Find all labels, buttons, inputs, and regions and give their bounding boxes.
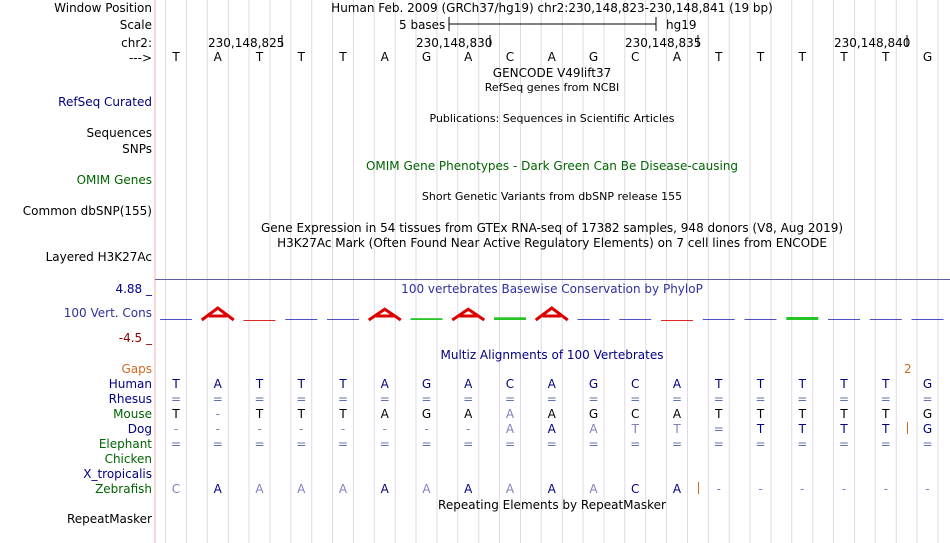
reference-base: G <box>421 50 432 64</box>
species-label-human[interactable]: Human <box>108 377 152 391</box>
position-tick-1: 230,148,825 <box>208 36 285 50</box>
aligned-base: A <box>672 482 682 496</box>
aligned-base: = <box>630 437 641 451</box>
aligned-base: G <box>588 407 599 421</box>
h3k27ac-track-desc: H3K27Ac Mark (Often Found Near Active Regulatory Elements) on 7 cell lines from ENCODE <box>277 236 827 250</box>
aligned-base: T <box>798 422 806 436</box>
phylop-bar <box>912 319 944 320</box>
aligned-base: = <box>671 392 683 406</box>
common-dbsnp-label[interactable]: Common dbSNP(155) <box>22 204 152 218</box>
aligned-base: = <box>588 437 599 451</box>
phylop-bar <box>745 319 777 320</box>
aligned-base: T <box>756 377 765 391</box>
reference-base: T <box>339 50 347 64</box>
aligned-base: - <box>716 482 721 496</box>
aligned-base: = <box>463 437 474 451</box>
position-tick-4: 230,148,840 <box>834 36 911 50</box>
species-label-mouse[interactable]: Mouse <box>113 407 152 421</box>
species-label-dog[interactable]: Dog <box>127 422 152 436</box>
aligned-base: G <box>588 377 599 391</box>
reference-base: T <box>882 50 890 64</box>
aligned-base: T <box>840 407 848 421</box>
window-position-value[interactable]: Human Feb. 2009 (GRCh37/hg19) chr2:230,148,823-230,148,841 (19 bp) <box>331 1 773 15</box>
aligned-base: = <box>797 437 808 451</box>
aligned-base: - <box>424 422 429 436</box>
aligned-base: = <box>212 437 223 451</box>
aligned-base: = <box>922 437 933 451</box>
aligned-base: A <box>505 407 515 421</box>
omim-genes-label[interactable]: OMIM Genes <box>76 173 152 187</box>
aligned-base: C <box>631 482 640 496</box>
aligned-base: = <box>296 437 307 451</box>
aligned-base: T <box>631 422 639 436</box>
insertion-marker <box>907 422 908 434</box>
aligned-base: A <box>338 482 348 496</box>
aligned-base: A <box>505 422 515 436</box>
aligned-base: A <box>672 407 682 421</box>
aligned-base: G <box>922 422 933 436</box>
aligned-base: - <box>800 482 805 496</box>
aligned-base: = <box>421 437 432 451</box>
phylop-bar <box>327 319 359 320</box>
aligned-base: = <box>630 392 641 406</box>
phylop-bar <box>160 319 192 320</box>
aligned-base: T <box>715 377 723 391</box>
aligned-base: A <box>255 482 264 496</box>
aligned-base: G <box>421 377 432 391</box>
multiz-track-desc: Multiz Alignments of 100 Vertebrates <box>440 348 664 362</box>
aligned-base: C <box>631 377 640 391</box>
refseq-curated-label[interactable]: RefSeq Curated <box>58 95 152 109</box>
reference-base: T <box>798 50 806 64</box>
aligned-base: A <box>547 407 556 421</box>
aligned-base: = <box>880 392 891 406</box>
aligned-base: T <box>339 377 347 391</box>
scale-db: hg19 <box>666 18 697 32</box>
species-label-rhesus[interactable]: Rhesus <box>108 392 152 406</box>
phylop-bar <box>369 309 401 320</box>
window-position-label: Window Position <box>54 1 152 15</box>
reference-base: A <box>464 50 473 64</box>
phylop-bar <box>870 319 902 320</box>
aligned-base: T <box>172 377 180 391</box>
reference-base: T <box>840 50 848 64</box>
phylop-bar <box>244 320 276 321</box>
aligned-base: = <box>170 437 182 451</box>
reference-base: T <box>172 50 180 64</box>
aligned-base: = <box>671 437 683 451</box>
reference-base: C <box>631 50 640 64</box>
aligned-base: = <box>296 392 307 406</box>
aligned-base: A <box>464 377 473 391</box>
aligned-base: - <box>382 422 387 436</box>
aligned-base: C <box>171 482 181 496</box>
aligned-base: = <box>421 392 432 406</box>
aligned-base: C <box>505 377 515 391</box>
phylop-bar <box>202 308 234 320</box>
omim-track-desc: OMIM Gene Phenotypes - Dark Green Can Be Disease-causing <box>365 159 739 173</box>
aligned-base: = <box>588 392 599 406</box>
aligned-base: = <box>170 392 182 406</box>
aligned-base: = <box>922 392 933 406</box>
aligned-base: A <box>464 407 473 421</box>
aligned-base: A <box>547 482 556 496</box>
aligned-base: A <box>464 482 473 496</box>
aligned-base: C <box>631 407 640 421</box>
aligned-base: = <box>546 437 557 451</box>
aligned-base: T <box>798 407 806 421</box>
phylop-track-desc: 100 vertebrates Basewise Conservation by PhyloP <box>401 282 703 296</box>
aligned-base: T <box>297 407 305 421</box>
aligned-base: - <box>215 407 220 421</box>
aligned-base: A <box>422 482 431 496</box>
phylop-bar <box>703 319 735 320</box>
aligned-base: A <box>380 377 389 391</box>
aligned-base: - <box>215 422 220 436</box>
aligned-base: = <box>755 437 766 451</box>
aligned-base: = <box>337 437 349 451</box>
aligned-base: A <box>380 407 389 421</box>
aligned-base: = <box>504 437 516 451</box>
aligned-base: A <box>589 482 598 496</box>
aligned-base: G <box>922 407 933 421</box>
phylop-bar <box>578 319 610 320</box>
reference-base: T <box>715 50 723 64</box>
aligned-base: A <box>297 482 306 496</box>
aligned-base: A <box>213 377 222 391</box>
aligned-base: T <box>172 407 180 421</box>
reference-base: T <box>756 50 765 64</box>
aligned-base: = <box>713 392 724 406</box>
gaps-value: 2 <box>904 362 912 376</box>
reference-base: G <box>922 50 933 64</box>
aligned-base: - <box>925 482 930 496</box>
reference-base: G <box>588 50 599 64</box>
snps-label[interactable]: SNPs <box>122 142 152 156</box>
aligned-base: = <box>254 437 265 451</box>
reference-base: T <box>255 50 264 64</box>
aligned-base: = <box>838 437 850 451</box>
aligned-base: = <box>713 422 724 436</box>
aligned-base: - <box>883 482 888 496</box>
refseq-track-desc: RefSeq genes from NCBI <box>484 81 620 94</box>
species-label-x-tropicalis[interactable]: X_tropicalis <box>83 467 152 481</box>
phylop-bar <box>494 317 526 320</box>
aligned-base: A <box>672 377 682 391</box>
aligned-base: = <box>797 392 808 406</box>
aligned-base: T <box>297 377 305 391</box>
aligned-base: A <box>213 482 222 496</box>
cons-max-label: 4.88 _ <box>115 282 152 296</box>
phylop-bar <box>661 320 693 321</box>
aligned-base: G <box>421 407 432 421</box>
insertion-marker <box>698 482 699 494</box>
aligned-base: T <box>715 407 723 421</box>
position-tick-3: 230,148,835 <box>625 36 702 50</box>
aligned-base: T <box>339 407 347 421</box>
cons-min-label: -4.5 _ <box>118 331 152 345</box>
aligned-base: - <box>841 482 847 496</box>
gencode-track-title[interactable]: GENCODE V49lift37 <box>492 66 612 80</box>
aligned-base: A <box>505 482 515 496</box>
aligned-base: T <box>756 407 765 421</box>
aligned-base: = <box>880 437 891 451</box>
aligned-base: = <box>379 392 390 406</box>
phylop-bar <box>411 318 443 320</box>
aligned-base: - <box>340 422 346 436</box>
aligned-base: G <box>922 377 933 391</box>
aligned-base: T <box>756 422 765 436</box>
aligned-base: = <box>254 392 265 406</box>
phylop-bar <box>452 309 484 320</box>
aligned-base: - <box>257 422 262 436</box>
aligned-base: = <box>379 437 390 451</box>
sequences-label[interactable]: Sequences <box>86 126 152 140</box>
species-label-chicken[interactable]: Chicken <box>104 452 152 466</box>
position-tick-2: 230,148,830 <box>416 36 493 50</box>
phylop-bar <box>619 319 651 320</box>
aligned-base: = <box>546 392 557 406</box>
gaps-label[interactable]: Gaps <box>121 362 152 376</box>
aligned-base: T <box>840 377 848 391</box>
aligned-base: T <box>255 377 264 391</box>
strand-label: ---> <box>128 51 152 65</box>
aligned-base: - <box>299 422 304 436</box>
aligned-base: - <box>173 422 179 436</box>
species-label-zebrafish[interactable]: Zebrafish <box>95 482 152 496</box>
dbsnp-track-desc: Short Genetic Variants from dbSNP release 155 <box>421 190 683 203</box>
repeatmasker-track-desc: Repeating Elements by RepeatMasker <box>438 498 666 512</box>
aligned-base: A <box>547 377 556 391</box>
species-label-elephant[interactable]: Elephant <box>98 437 152 451</box>
phylop-bar <box>285 319 317 320</box>
aligned-base: = <box>755 392 766 406</box>
aligned-base: = <box>504 392 516 406</box>
aligned-base: = <box>463 392 474 406</box>
aligned-base: - <box>466 422 471 436</box>
chrom-label: chr2: <box>121 36 152 50</box>
scale-label: Scale <box>119 18 152 32</box>
phylop-bar <box>828 319 860 320</box>
scale-bases: 5 bases <box>399 18 446 32</box>
aligned-base: T <box>673 422 681 436</box>
phylop-bar <box>536 308 568 320</box>
vert-cons-label[interactable]: 100 Vert. Cons <box>63 306 152 320</box>
reference-base: C <box>505 50 515 64</box>
reference-base: A <box>672 50 682 64</box>
aligned-base: T <box>798 377 806 391</box>
publications-track-desc: Publications: Sequences in Scientific Articles <box>429 112 675 125</box>
aligned-base: A <box>589 422 598 436</box>
aligned-base: A <box>547 422 556 436</box>
reference-base: A <box>213 50 222 64</box>
aligned-base: T <box>882 407 890 421</box>
reference-base: A <box>380 50 389 64</box>
aligned-base: A <box>380 482 389 496</box>
aligned-base: - <box>758 482 763 496</box>
aligned-base: = <box>212 392 223 406</box>
aligned-base: = <box>838 392 850 406</box>
aligned-base: T <box>882 422 890 436</box>
gtex-track-desc: Gene Expression in 54 tissues from GTEx RNA-seq of 17382 samples, 948 donors (V8, Aug 2019) <box>260 221 844 235</box>
aligned-base: = <box>713 437 724 451</box>
aligned-base: T <box>882 377 890 391</box>
reference-base: A <box>547 50 556 64</box>
repeatmasker-label[interactable]: RepeatMasker <box>66 512 152 526</box>
reference-base: T <box>297 50 305 64</box>
aligned-base: T <box>255 407 264 421</box>
layered-h3k27ac-label[interactable]: Layered H3K27Ac <box>45 250 152 264</box>
aligned-base: T <box>840 422 848 436</box>
aligned-base: = <box>337 392 349 406</box>
phylop-bar <box>786 317 818 320</box>
